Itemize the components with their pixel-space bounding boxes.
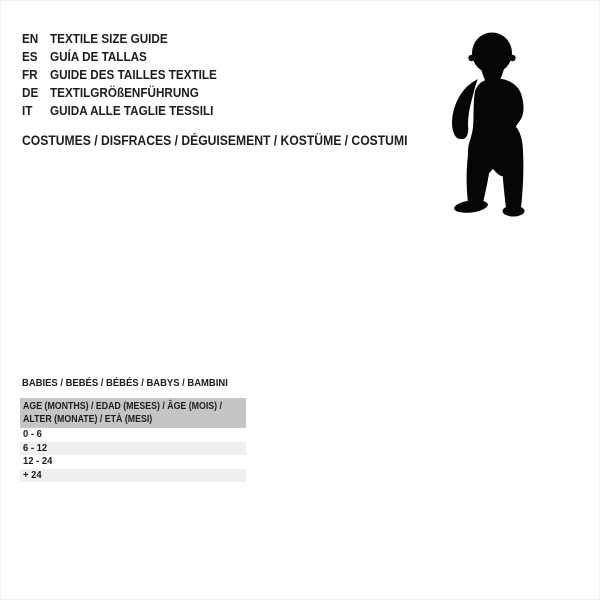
- language-label: GUIDE DES TAILLES TEXTILE: [50, 66, 217, 82]
- language-row-es: [22, 47, 235, 65]
- table-row-age-12-24: 12 - 24: [20, 455, 246, 469]
- language-label: GUÍA DE TALLAS: [50, 48, 147, 64]
- language-label: TEXTILGRÖßENFÜHRUNG: [50, 85, 199, 101]
- baby-leg-right: [502, 151, 523, 208]
- language-row-fr: [22, 65, 235, 83]
- language-row-de: [22, 84, 235, 102]
- baby-silhouette-icon: [450, 31, 528, 217]
- language-code: DE: [22, 85, 39, 101]
- table-header-line1: AGE (MONTHS) / EDAD (MESES) / ÂGE (MOIS) /: [23, 401, 222, 412]
- baby-hand-left: [454, 121, 468, 139]
- language-row-it: [22, 102, 235, 120]
- baby-ear-left: [468, 55, 474, 61]
- table-row-age-6-12: 6 - 12: [20, 442, 246, 456]
- size-guide-table: [20, 398, 246, 482]
- language-label: GUIDA ALLE TAGLIE TESSILI: [50, 103, 214, 119]
- baby-leg-left: [467, 149, 491, 203]
- table-header-line2: ALTER (MONATE) / ETÀ (MESI): [23, 414, 153, 425]
- table-row-age-24-plus: + 24: [20, 469, 246, 483]
- language-list: [22, 29, 235, 120]
- table-row-age-0-6: 0 - 6: [20, 428, 246, 442]
- language-row-en: [22, 29, 235, 47]
- group-title-babies: BABIES / BEBÉS / BÉBÉS / BABYS / BAMBINI: [22, 377, 228, 389]
- baby-foot-right: [503, 206, 525, 217]
- baby-ear-right: [509, 55, 515, 61]
- language-code: ES: [22, 48, 38, 64]
- language-code: IT: [22, 103, 33, 119]
- language-code: FR: [22, 66, 38, 82]
- language-code: EN: [22, 30, 39, 46]
- table-header-age: [20, 398, 246, 428]
- language-label: TEXTILE SIZE GUIDE: [50, 30, 168, 46]
- category-title: COSTUMES / DISFRACES / DÉGUISEMENT / KOSTÜME / COSTUMI: [22, 133, 408, 148]
